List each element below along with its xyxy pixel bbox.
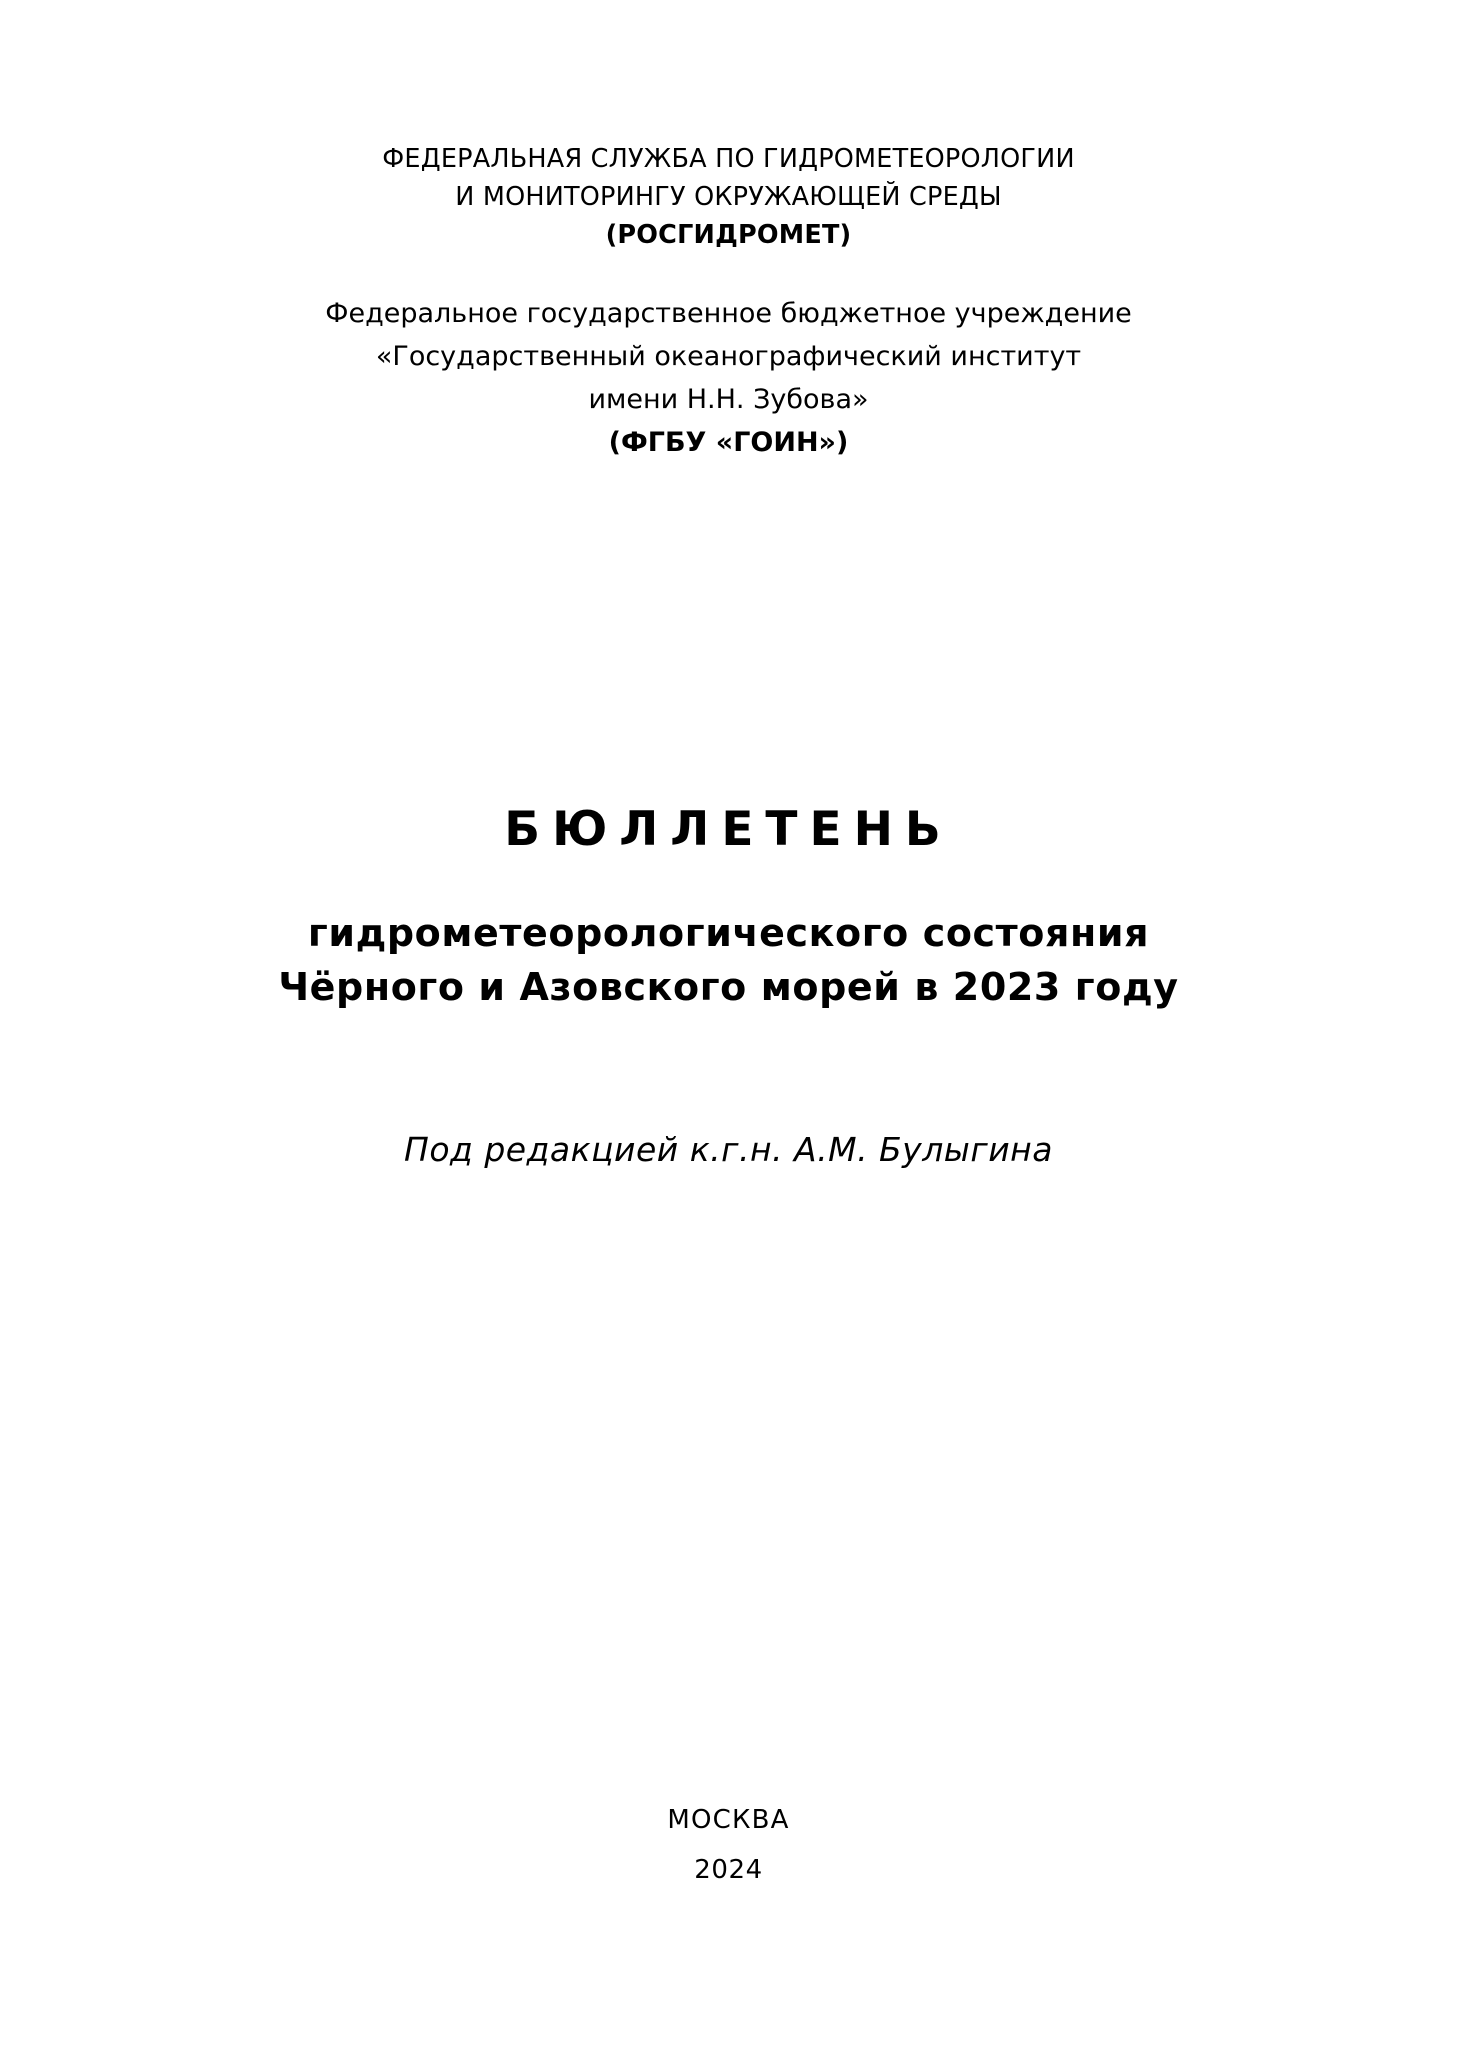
organization-line-2: И МОНИТОРИНГУ ОКРУЖАЮЩЕЙ СРЕДЫ: [455, 182, 1002, 212]
organization-block: [0, 140, 1457, 464]
title-block: [0, 800, 1457, 1014]
document-subtitle-line-1: гидрометеорологического состояния: [307, 911, 1150, 955]
publication-year: 2024: [694, 1855, 763, 1885]
institute-acronym: (ФГБУ «ГОИН»): [608, 427, 849, 458]
institute-line-1: Федеральное государственное бюджетное учреждение: [325, 298, 1132, 329]
organization-line-1: ФЕДЕРАЛЬНАЯ СЛУЖБА ПО ГИДРОМЕТЕОРОЛОГИИ: [382, 144, 1075, 174]
organization-acronym: (РОСГИДРОМЕТ): [605, 220, 852, 250]
document-subtitle-line-2: Чёрного и Азовского морей в 2023 году: [278, 965, 1179, 1009]
institute-line-3: имени Н.Н. Зубова»: [588, 384, 869, 415]
editor-block: [0, 1130, 1457, 1169]
institute-line-2: «Государственный океанографический институт: [375, 341, 1082, 372]
spacer: [0, 254, 1457, 292]
editor-credit: Под редакцией к.г.н. А.М. Булыгина: [404, 1130, 1053, 1169]
footer-block: [0, 1795, 1457, 1895]
document-main-title: БЮЛЛЕТЕНЬ: [504, 802, 953, 857]
publication-city: МОСКВА: [667, 1805, 790, 1835]
